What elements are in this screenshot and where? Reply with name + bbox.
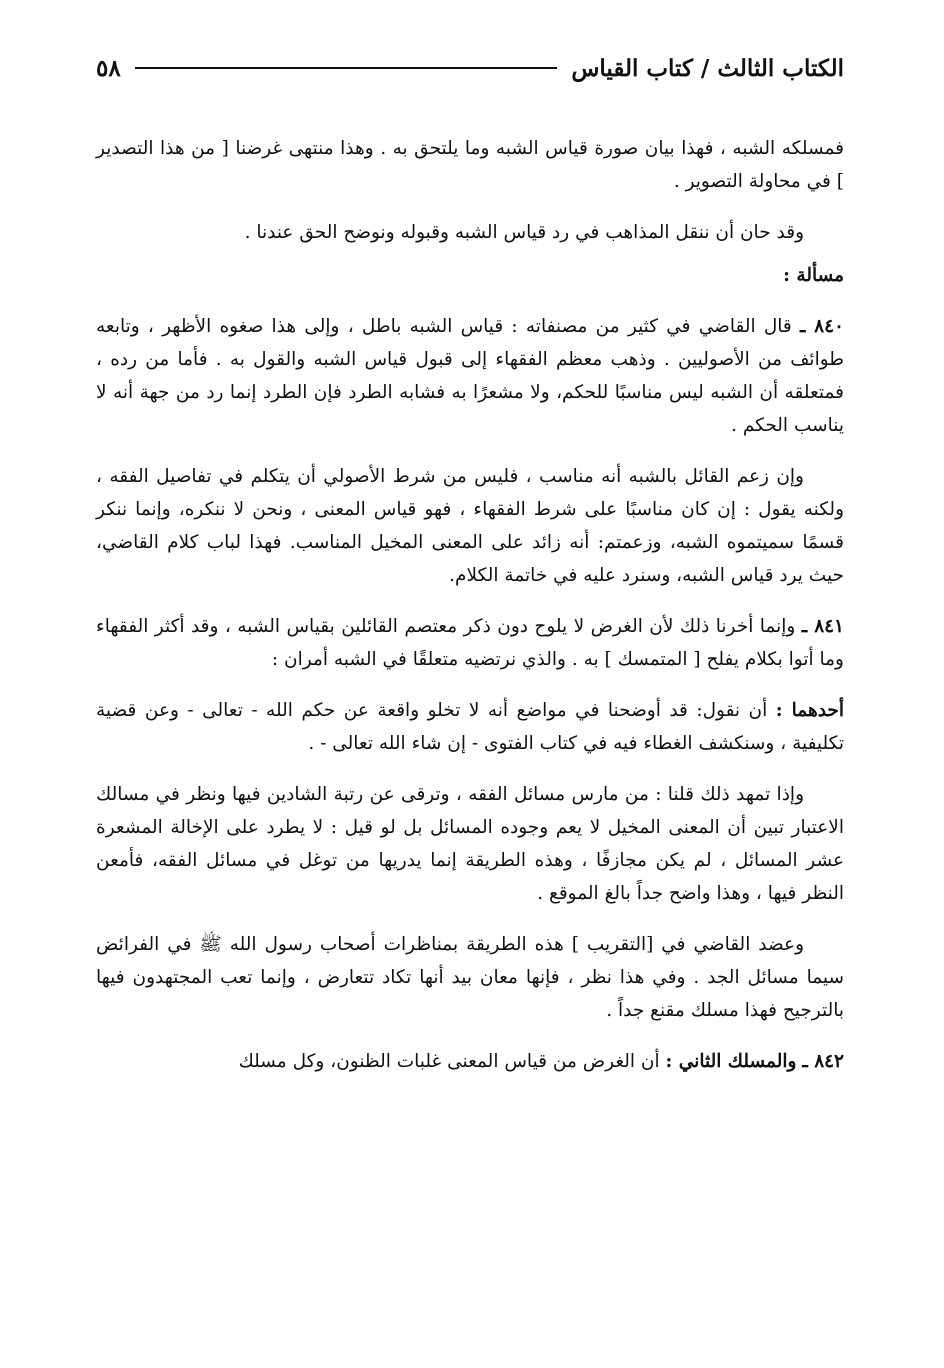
paragraph-8-text: وعضد القاضي في [التقريب ] هذه الطريقة بمناظرات أصحاب رسول الله ﷺ في الفرائض سيما مسائل الجد . وفي هذا نظر ، فإنها معان بيد أنها تكاد تتعارض ، وإنما تعب المجتهدون فيها بالترجيح فهذا مسلك مقنع جداً . <box>96 934 844 1021</box>
paragraph-number-841: ٨٤١ ـ <box>801 616 844 637</box>
paragraph-841-text: وإنما أخرنا ذلك لأن الغرض لا يلوح دون ذكر معتصم القائلين بقياس الشبه ، وقد أكثر الفقهاء وما أتوا بكلام يفلح [ المتمسك ] به . والذي نرتضيه متعلقًا في الشبه أمران : <box>96 616 844 670</box>
paragraph-840-text: قال القاضي في كثير من مصنفاته : قياس الشبه باطل ، وإلى هذا صغوه الأظهر ، وتابعه طوائف من الأصوليين . وذهب معظم الفقهاء إلى قبول قياس الشبه والقول به . فأما من رده ، فمتعلقه أن الشبه ليس مناسبًا للحكم، ولا مشعرًا به فشابه الطرد فإن الطرد إنما رد من جهة أنه لا يناسب الحكم . <box>96 316 844 436</box>
running-title: الكتاب الثالث / كتاب القياس <box>571 54 844 82</box>
section-heading: مسألة : <box>783 265 844 286</box>
paragraph-840 <box>96 310 844 442</box>
paragraph-4-text: وإن زعم القائل بالشبه أنه مناسب ، فليس من شرط الأصولي أن يتكلم في تفاصيل الفقه ، ولكنه يقول : إن كان مناسبًا على شرط الفقهاء ، فهو قياس المعنى ، ونحن لا ننكره، وإنما ننكر قسمًا سميتموه الشبه، وزعمتم: أنه زائد على المعنى المخيل المناسب. فهذا لباب كلام القاضي، حيث يرد قياس الشبه، وسنرد عليه في خاتمة الكلام. <box>96 466 844 586</box>
paragraph-842-lead: والمسلك الثاني : <box>665 1051 797 1072</box>
paragraph-2-text: وقد حان أن ننقل المذاهب في رد قياس الشبه وقبوله ونوضح الحق عندنا . <box>244 222 804 243</box>
page-body <box>96 132 844 1078</box>
header-rule <box>135 67 558 69</box>
paragraph-6 <box>96 694 844 760</box>
paragraph-number-840: ٨٤٠ ـ <box>799 316 844 337</box>
paragraph-841 <box>96 610 844 676</box>
paragraph-6-lead: أحدهما : <box>775 700 844 721</box>
paragraph-8 <box>96 928 844 1027</box>
paragraph-number-842: ٨٤٢ ـ <box>802 1051 844 1072</box>
page-number: ٥٨ <box>96 54 121 82</box>
page-header <box>96 48 844 88</box>
paragraph-4 <box>96 460 844 592</box>
paragraph-1-text: فمسلكه الشبه ، فهذا بيان صورة قياس الشبه وما يلتحق به . وهذا منتهى غرضنا [ من هذا التصدير ] في محاولة التصوير . <box>96 138 844 192</box>
paragraph-2 <box>96 216 844 249</box>
paragraph-842 <box>96 1045 844 1078</box>
book-page <box>96 48 844 1328</box>
paragraph-6-text: أن نقول: قد أوضحنا في مواضع أنه لا تخلو واقعة عن حكم الله - تعالى - وعن قضية تكليفية ، وسنكشف الغطاء فيه في كتاب الفتوى - إن شاء الله تعالى - . <box>96 700 844 754</box>
paragraph-1 <box>96 132 844 198</box>
paragraph-842-text: أن الغرض من قياس المعنى غلبات الظنون، وكل مسلك <box>238 1051 660 1072</box>
paragraph-7 <box>96 778 844 910</box>
paragraph-7-text: وإذا تمهد ذلك قلنا : من مارس مسائل الفقه ، وترقى عن رتبة الشادين فيها ونظر في مسالك الاعتبار تبين أن المعنى المخيل لا يعم وجوده المسائل بل لو قيل : لا يطرد على الإخالة المشعرة عشر المسائل ، لم يكن مجازفًا ، وهذه الطريقة إنما يدريها من توغل في مسائل الفقه، فأمعن النظر فيها ، وهذا واضح جداً بالغ الموقع . <box>96 784 844 904</box>
